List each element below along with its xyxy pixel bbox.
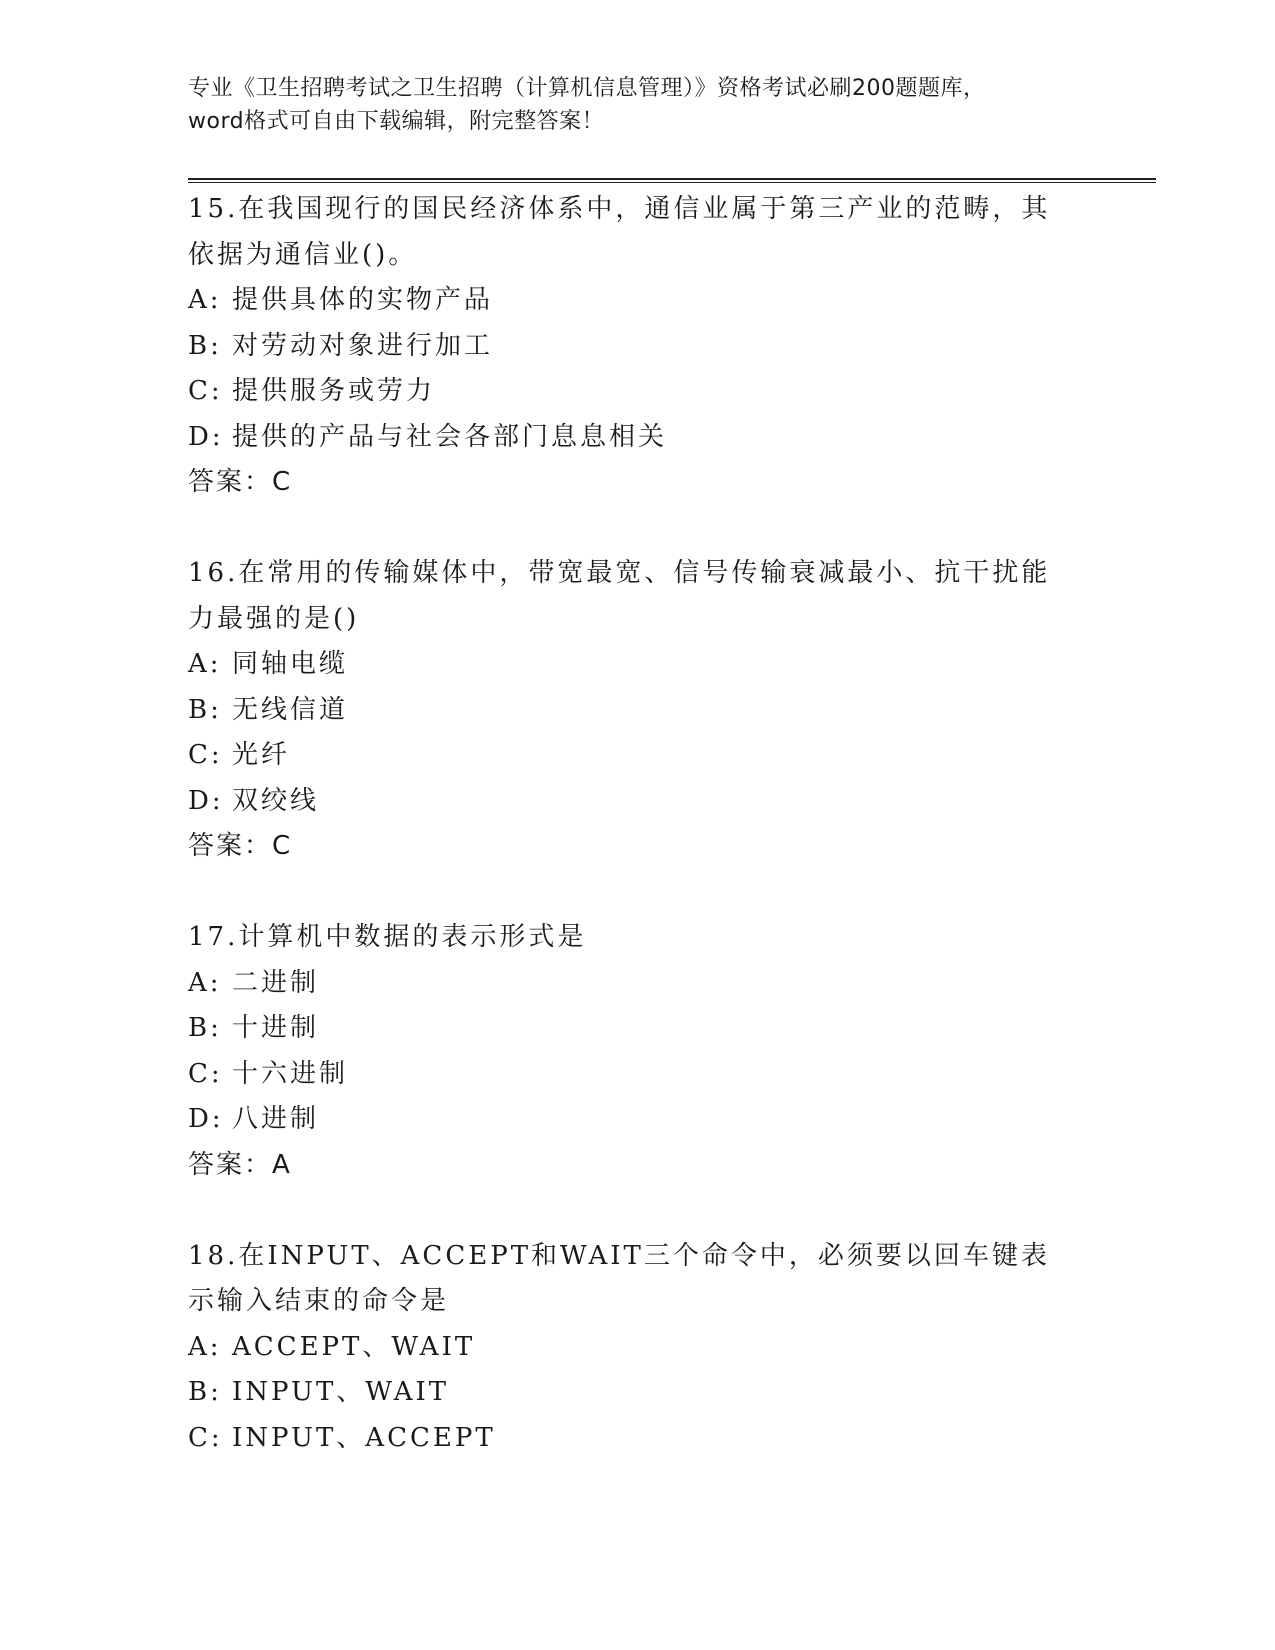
option-b: [188, 1370, 1088, 1416]
question-stem: 16.在常用的传输媒体中，带宽最宽、信号传输衰减最小、抗干扰能力最强的是(): [188, 558, 1051, 634]
option-c: [188, 1052, 1088, 1098]
option-letter: B:: [188, 694, 222, 725]
option-b: [188, 1006, 1088, 1052]
option-text: 十进制: [232, 1013, 320, 1043]
option-text: ACCEPT、WAIT: [232, 1331, 476, 1362]
answer-value: C: [272, 831, 293, 861]
document-header: [188, 72, 1068, 138]
answer-value: C: [272, 467, 293, 497]
answer-label: 答案：: [188, 831, 273, 861]
option-text: INPUT、WAIT: [232, 1377, 450, 1407]
header-divider: [188, 178, 1156, 183]
option-text: 提供服务或劳力: [232, 376, 436, 406]
option-c: [188, 1416, 1088, 1462]
option-text: 十六进制: [232, 1058, 349, 1089]
option-letter: A:: [188, 649, 222, 679]
option-letter: D:: [188, 785, 224, 816]
option-a: [188, 1325, 1088, 1371]
option-d: [188, 1097, 1088, 1143]
option-letter: D:: [188, 1104, 224, 1134]
answer-line: [188, 460, 1088, 506]
option-letter: B:: [188, 330, 222, 361]
question-16: [188, 551, 1088, 870]
option-letter: C:: [188, 376, 223, 406]
option-text: 提供具体的实物产品: [232, 285, 494, 315]
answer-value: A: [272, 1149, 292, 1180]
option-text: 双绞线: [232, 785, 320, 816]
option-letter: C:: [188, 740, 223, 770]
question-15: [188, 187, 1088, 506]
option-d: [188, 415, 1088, 461]
answer-line: [188, 1143, 1088, 1189]
question-list: [188, 187, 1088, 1507]
question-stem: 15.在我国现行的国民经济体系中，通信业属于第三产业的范畴，其依据为通信业()。: [188, 194, 1051, 270]
option-text: 二进制: [232, 967, 320, 998]
option-letter: C:: [188, 1422, 223, 1453]
header-line-1: 专业《卫生招聘考试之卫生招聘（计算机信息管理）》资格考试必刷200题题库，: [188, 76, 986, 101]
option-a: [188, 642, 1088, 688]
option-letter: B:: [188, 1013, 222, 1043]
option-d: [188, 779, 1088, 825]
option-a: [188, 961, 1088, 1007]
option-text: 对劳动对象进行加工: [232, 330, 494, 361]
question-18: [188, 1234, 1088, 1462]
option-text: 八进制: [232, 1104, 320, 1134]
option-c: [188, 369, 1088, 415]
header-line-2: word格式可自由下载编辑，附完整答案！: [188, 109, 605, 134]
option-text: 提供的产品与社会各部门息息相关: [232, 421, 668, 452]
option-b: [188, 688, 1088, 734]
option-text: 光纤: [232, 740, 291, 770]
option-text: 同轴电缆: [232, 649, 349, 679]
option-letter: B:: [188, 1377, 222, 1407]
option-text: 无线信道: [232, 694, 349, 725]
answer-label: 答案：: [188, 1149, 273, 1180]
option-text: INPUT、ACCEPT: [232, 1422, 496, 1453]
option-letter: A:: [188, 1331, 222, 1362]
option-c: [188, 733, 1088, 779]
option-letter: D:: [188, 421, 224, 452]
question-17: [188, 915, 1088, 1188]
answer-line: [188, 824, 1088, 870]
question-stem: 18.在INPUT、ACCEPT和WAIT三个命令中，必须要以回车键表示输入结束的命令是: [188, 1240, 1050, 1316]
option-b: [188, 324, 1088, 370]
option-letter: C:: [188, 1058, 223, 1089]
answer-label: 答案：: [188, 467, 273, 497]
option-letter: A:: [188, 967, 222, 998]
option-a: [188, 278, 1088, 324]
option-letter: A:: [188, 285, 222, 315]
question-stem: 17.计算机中数据的表示形式是: [188, 922, 587, 952]
